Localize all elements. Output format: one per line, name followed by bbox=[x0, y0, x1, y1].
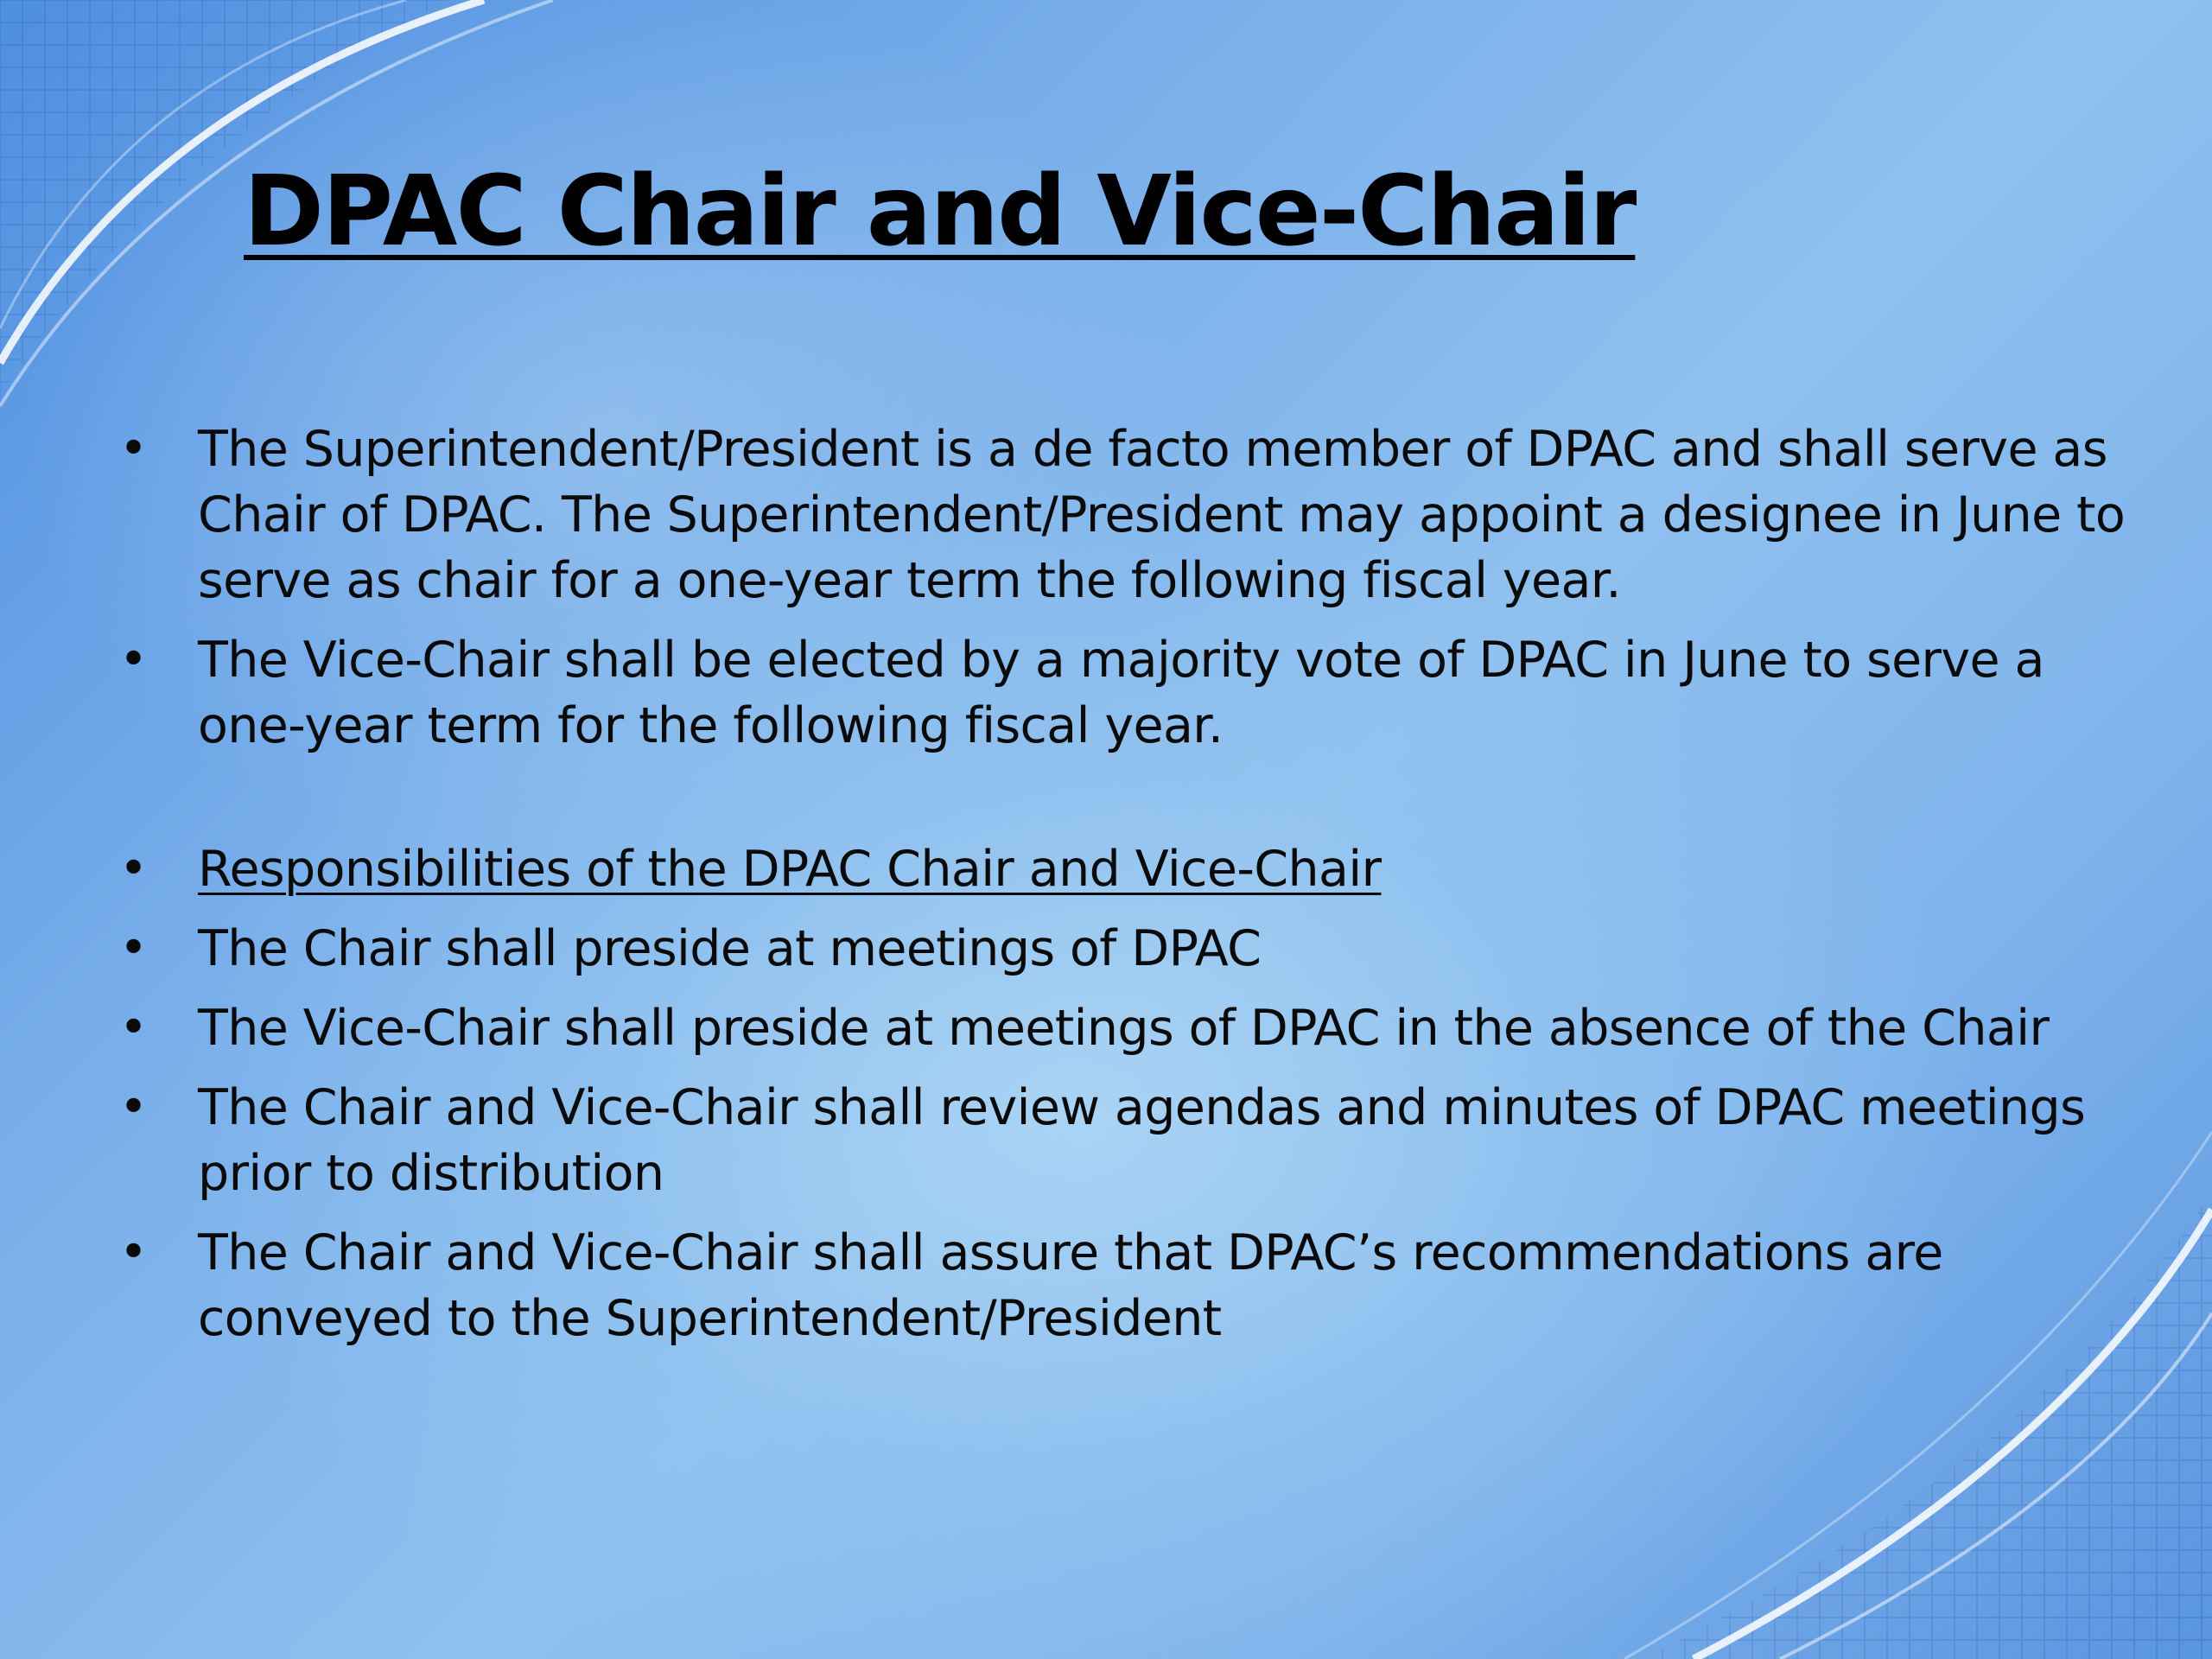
responsibilities-heading: Responsibilities of the DPAC Chair and Vice-Chair bbox=[198, 841, 1382, 898]
bullet-text: The Chair shall preside at meetings of DPAC bbox=[198, 920, 1262, 977]
bullet-dot: • bbox=[119, 1000, 148, 1056]
bullet-item bbox=[112, 627, 2134, 759]
bullet-text: The Vice-Chair shall preside at meetings of DPAC in the absence of the Chair bbox=[198, 1000, 2050, 1057]
bullet-item-heading bbox=[112, 836, 2134, 902]
slide-title: DPAC Chair and Vice-Chair bbox=[244, 156, 1636, 268]
bullet-dot: • bbox=[119, 841, 148, 897]
bullet-list bbox=[112, 416, 2134, 1365]
bullet-text: The Superintendent/President is a de facto member of DPAC and shall serve as Chair of DPAC. The Superintendent/President may appoint a designee in June to serve as chair for a one-year term the following fiscal year. bbox=[198, 421, 2126, 609]
bullet-dot: • bbox=[119, 1079, 148, 1135]
bullet-text: The Chair and Vice-Chair shall assure that DPAC’s recommendations are conveyed to the Superintendent/President bbox=[198, 1224, 1943, 1347]
bullet-item bbox=[112, 1075, 2134, 1206]
bullet-item bbox=[112, 995, 2134, 1061]
bullet-item bbox=[112, 1220, 2134, 1351]
bullet-dot: • bbox=[119, 632, 148, 688]
bullet-item bbox=[112, 416, 2134, 613]
bullet-item bbox=[112, 916, 2134, 982]
bullet-dot: • bbox=[119, 920, 148, 976]
bullet-text: The Vice-Chair shall be elected by a majority vote of DPAC in June to serve a one-year term for the following fiscal year. bbox=[198, 632, 2044, 754]
bullet-dot: • bbox=[119, 421, 148, 477]
bullet-text: The Chair and Vice-Chair shall review agendas and minutes of DPAC meetings prior to distribution bbox=[198, 1079, 2086, 1202]
bullet-dot: • bbox=[119, 1224, 148, 1281]
